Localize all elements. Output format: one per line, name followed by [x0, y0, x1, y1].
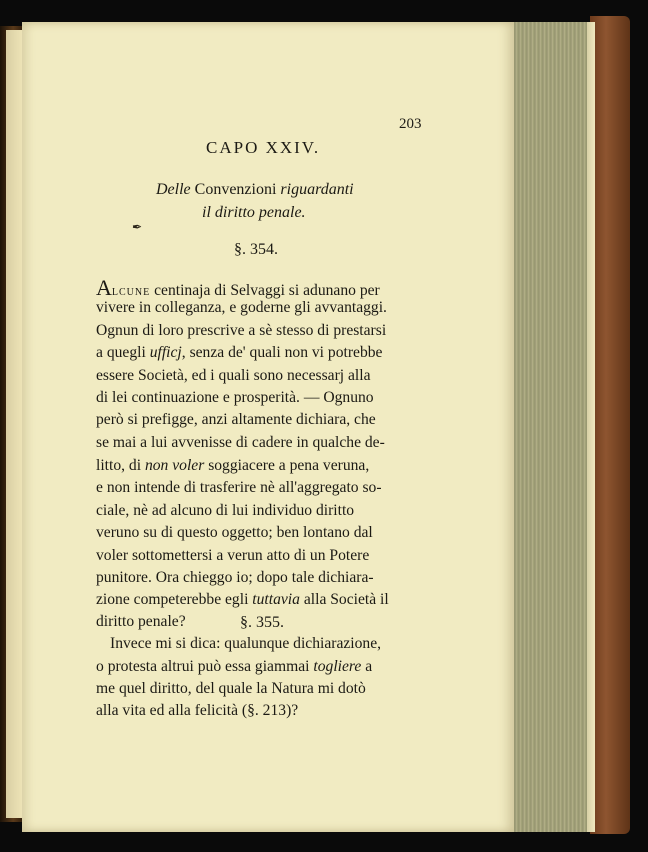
line-part: a quegli: [96, 344, 150, 361]
book-page: [22, 22, 514, 832]
line-part: o protesta altrui può essa giammai: [96, 658, 314, 675]
small-caps-word: LCUNE: [111, 287, 151, 298]
paragraph-1-line-9: [96, 457, 369, 475]
chapter-subtitle-line-2: il diritto penale.: [202, 204, 306, 221]
drop-cap: A: [96, 275, 112, 300]
italic-word-ufficj: ufficj: [149, 344, 182, 361]
line-rest: centinaja di Selvaggi si adunano per: [150, 282, 380, 299]
paragraph-1-line-4: [96, 344, 382, 362]
section-heading-355: §. 355.: [240, 614, 284, 631]
paragraph-2-line-3: me quel diritto, del quale la Natura mi dotò: [96, 680, 366, 697]
paragraph-1-line-15: [96, 591, 389, 609]
line-part: litto, di: [96, 457, 145, 474]
chapter-title: CAPO XXIV.: [206, 138, 321, 157]
paragraph-1-line-12: veruno su di questo oggetto; ben lontano dal: [96, 524, 373, 541]
ink-mark: ✒: [132, 220, 143, 234]
subtitle-word-convenzioni: Convenzioni: [190, 181, 281, 198]
paragraph-1-line-16: diritto penale?: [96, 613, 186, 630]
page-stack-edge: [512, 22, 595, 832]
paragraph-2-line-4: alla vita ed alla felicità (§. 213)?: [96, 702, 299, 719]
paragraph-1-line-13: voler sottomettersi a verun atto di un Potere: [96, 547, 370, 564]
paragraph-1-line-14: punitore. Ora chieggo io; dopo tale dichiara-: [96, 569, 374, 586]
paragraph-1-line-3: Ognun di loro prescrive a sè stesso di prestarsi: [96, 322, 387, 339]
paragraph-1-line-1: [96, 275, 380, 301]
italic-word-tuttavia: tuttavia: [252, 591, 300, 608]
section-heading-354: §. 354.: [234, 241, 278, 258]
paragraph-1-line-6: di lei continuazione e prosperità. — Ognuno: [96, 389, 374, 406]
paragraph-2-line-2: [96, 658, 372, 676]
paragraph-1-line-7: però si prefigge, anzi altamente dichiara, che: [96, 411, 376, 428]
page-number: 203: [399, 116, 422, 132]
line-part: soggiacere a pena veruna,: [204, 457, 370, 474]
chapter-subtitle-line-1: [156, 181, 354, 199]
left-page-edge: [6, 30, 23, 818]
line-part: zione competerebbe egli: [96, 591, 253, 608]
paragraph-1-line-5: essere Società, ed i quali sono necessarj alla: [96, 367, 371, 384]
book-cover: [590, 16, 630, 834]
paragraph-1-line-8: se mai a lui avvenisse di cadere in qualche de-: [96, 434, 385, 451]
subtitle-word-delle: Delle: [156, 181, 191, 198]
paragraph-1-line-11: ciale, nè ad alcuno di lui individuo diritto: [96, 502, 355, 519]
line-part: alla Società il: [299, 591, 389, 608]
paragraph-1-line-10: e non intende di trasferire nè all'aggregato so-: [96, 479, 382, 496]
line-part: a: [361, 658, 373, 675]
italic-word-togliere: togliere: [313, 658, 362, 675]
paragraph-2-line-1: Invece mi si dica: qualunque dichiarazione,: [110, 635, 382, 652]
paragraph-1-line-2: vivere in colleganza, e goderne gli avvantaggi.: [96, 299, 387, 316]
italic-words-non-voler: non voler: [144, 457, 205, 474]
line-part: , senza de' quali non vi potrebbe: [181, 344, 383, 361]
subtitle-word-riguardanti: riguardanti: [280, 181, 354, 198]
